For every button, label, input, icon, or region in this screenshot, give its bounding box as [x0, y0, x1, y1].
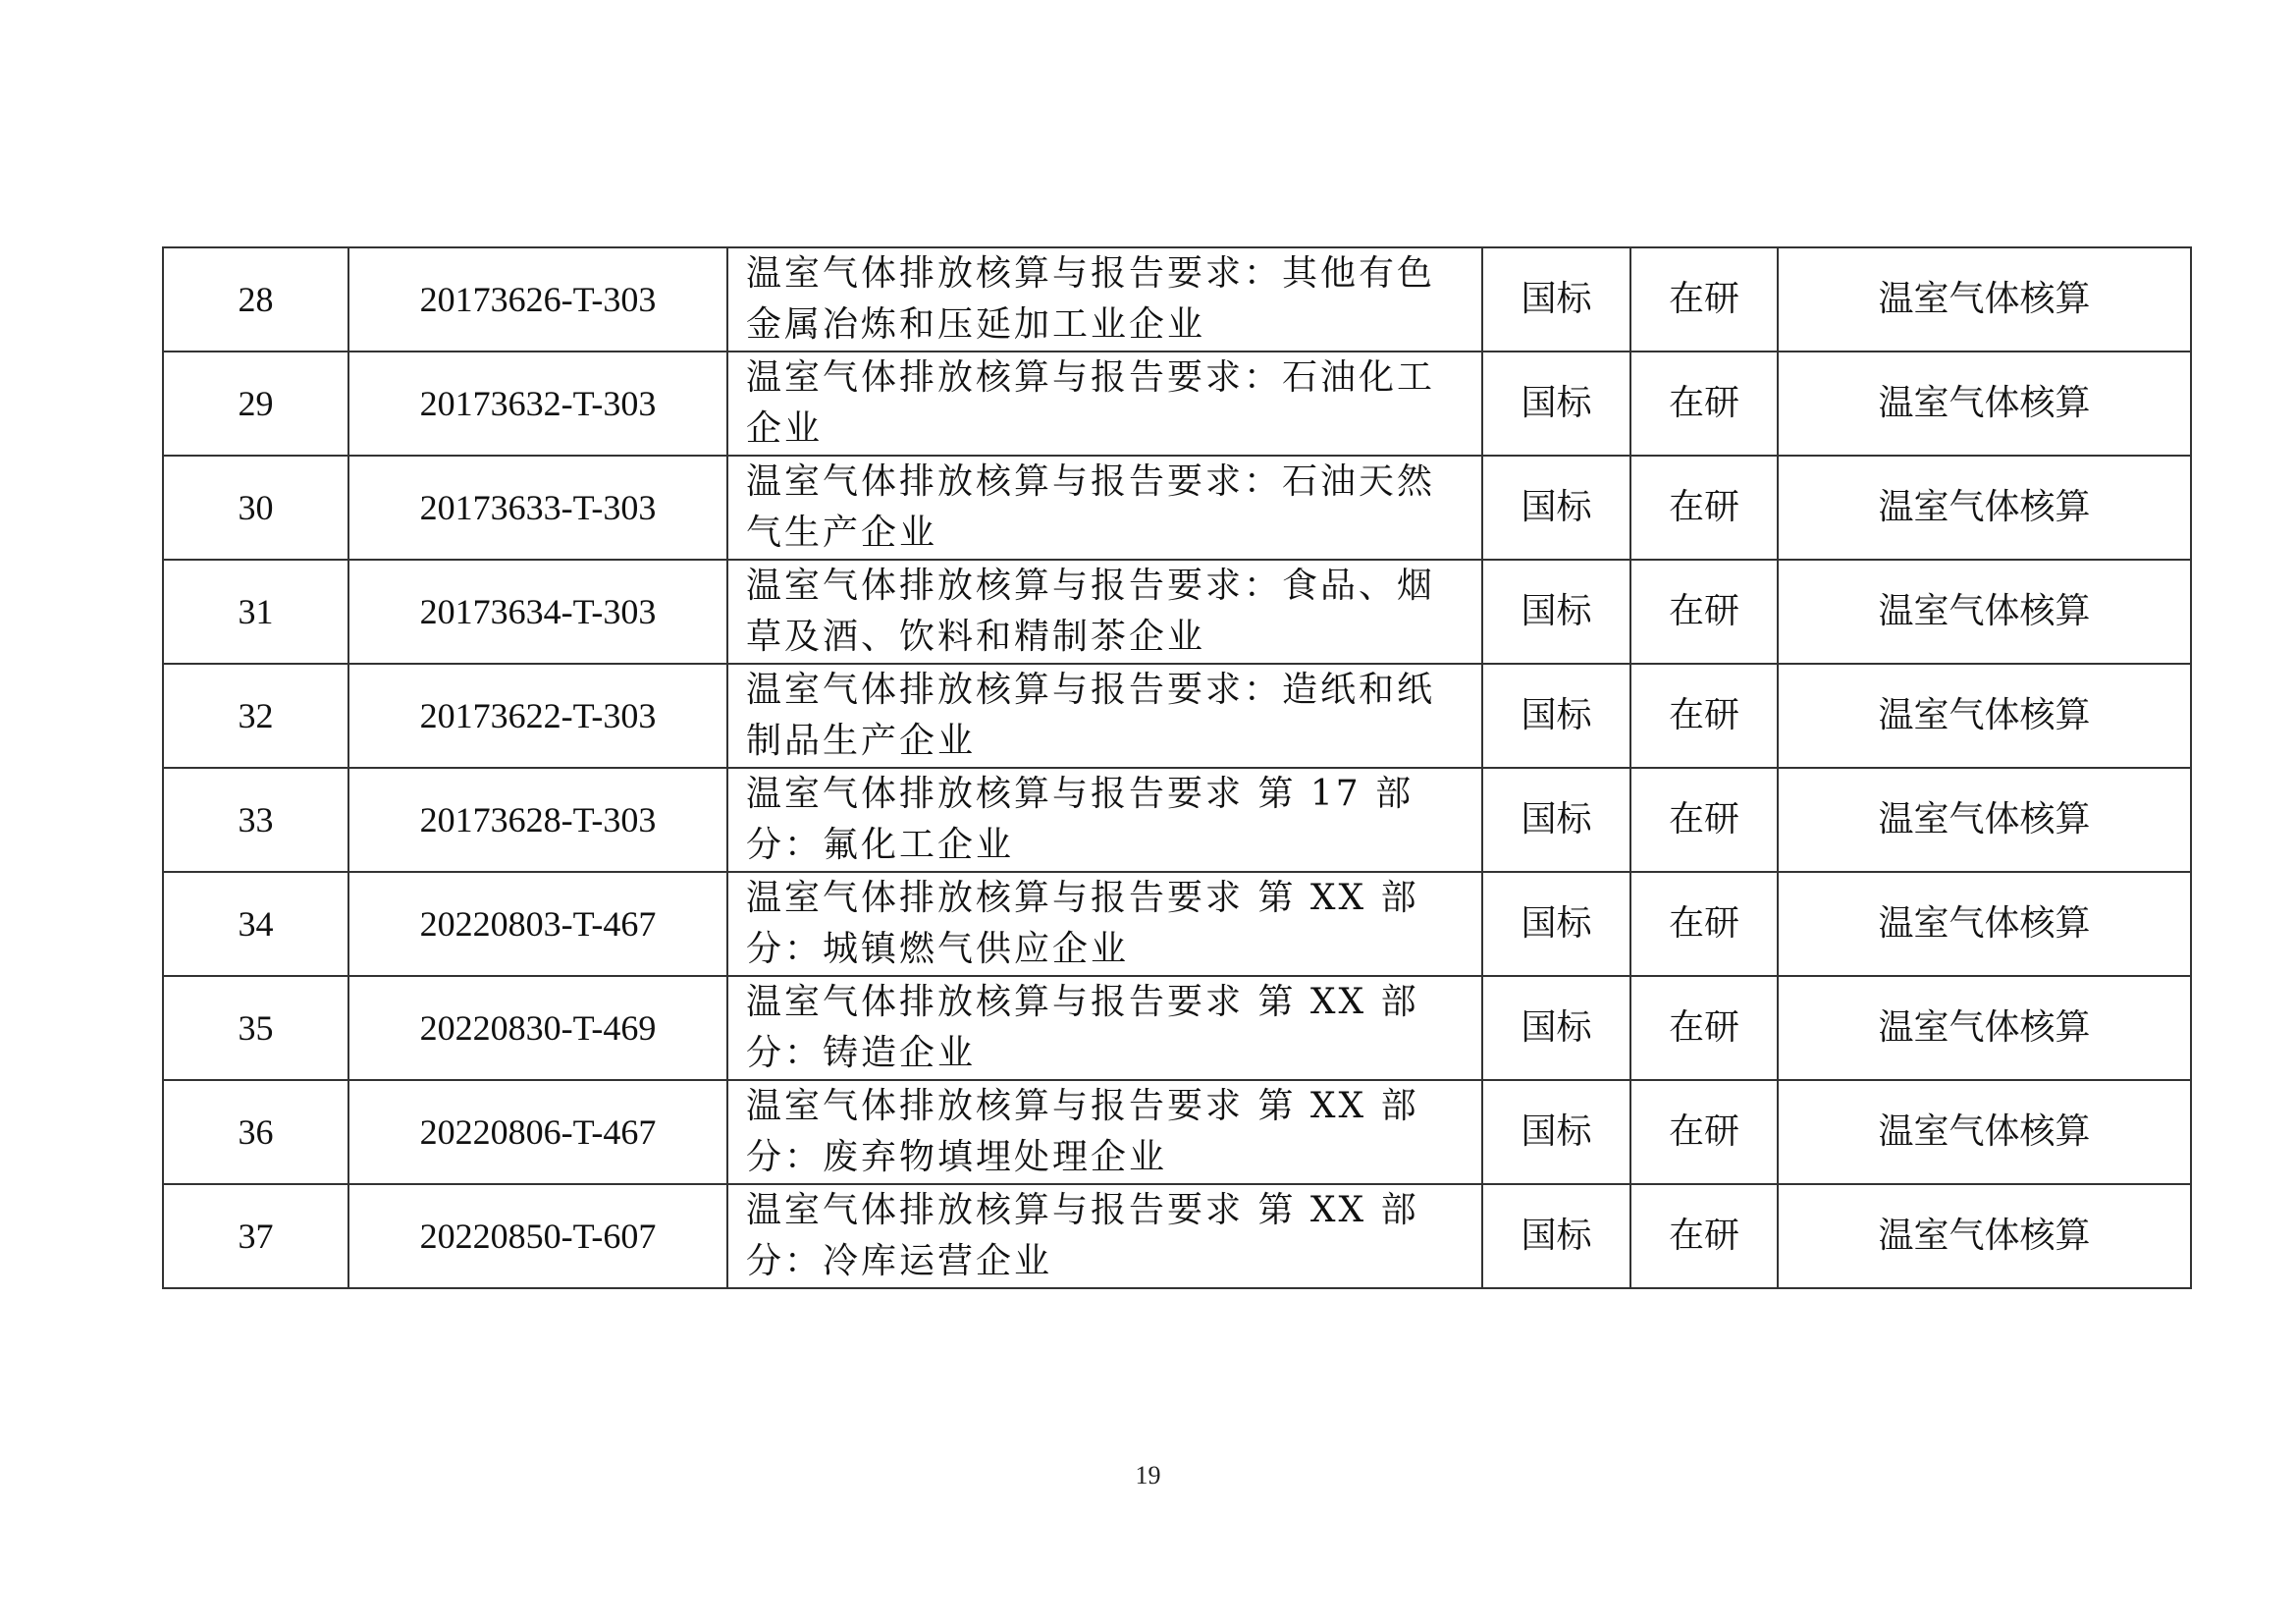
standard-type: 国标	[1482, 976, 1630, 1080]
row-number: 37	[163, 1184, 348, 1288]
row-number: 33	[163, 768, 348, 872]
standard-type: 国标	[1482, 456, 1630, 560]
page-number: 19	[1135, 1461, 1161, 1489]
standard-category: 温室气体核算	[1778, 872, 2191, 976]
row-number: 30	[163, 456, 348, 560]
standards-table-body	[163, 247, 2191, 1288]
standard-title: 温室气体排放核算与报告要求 第 17 部分：氟化工企业	[727, 768, 1482, 872]
standard-type: 国标	[1482, 1184, 1630, 1288]
row-number: 34	[163, 872, 348, 976]
standard-status: 在研	[1630, 247, 1778, 352]
standard-category: 温室气体核算	[1778, 664, 2191, 768]
standard-type: 国标	[1482, 247, 1630, 352]
standard-type: 国标	[1482, 560, 1630, 664]
table-row	[163, 456, 2191, 560]
plan-code: 20173633-T-303	[348, 456, 727, 560]
table-row	[163, 872, 2191, 976]
row-number: 36	[163, 1080, 348, 1184]
plan-code: 20220850-T-607	[348, 1184, 727, 1288]
standard-category: 温室气体核算	[1778, 247, 2191, 352]
standard-status: 在研	[1630, 560, 1778, 664]
standard-title: 温室气体排放核算与报告要求：其他有色金属冶炼和压延加工业企业	[727, 247, 1482, 352]
standard-status: 在研	[1630, 768, 1778, 872]
standard-category: 温室气体核算	[1778, 1184, 2191, 1288]
standard-title: 温室气体排放核算与报告要求 第 XX 部分：城镇燃气供应企业	[727, 872, 1482, 976]
standard-title: 温室气体排放核算与报告要求：石油化工企业	[727, 352, 1482, 456]
standard-title: 温室气体排放核算与报告要求 第 XX 部分：冷库运营企业	[727, 1184, 1482, 1288]
plan-code: 20220806-T-467	[348, 1080, 727, 1184]
row-number: 29	[163, 352, 348, 456]
standard-status: 在研	[1630, 976, 1778, 1080]
standard-status: 在研	[1630, 352, 1778, 456]
table-row	[163, 976, 2191, 1080]
standard-category: 温室气体核算	[1778, 768, 2191, 872]
standard-status: 在研	[1630, 664, 1778, 768]
row-number: 32	[163, 664, 348, 768]
table-row	[163, 768, 2191, 872]
row-number: 28	[163, 247, 348, 352]
standard-type: 国标	[1482, 1080, 1630, 1184]
table-row	[163, 1184, 2191, 1288]
standard-status: 在研	[1630, 1184, 1778, 1288]
standard-status: 在研	[1630, 456, 1778, 560]
standard-title: 温室气体排放核算与报告要求 第 XX 部分：废弃物填埋处理企业	[727, 1080, 1482, 1184]
standard-category: 温室气体核算	[1778, 456, 2191, 560]
standard-type: 国标	[1482, 664, 1630, 768]
standard-title: 温室气体排放核算与报告要求：造纸和纸制品生产企业	[727, 664, 1482, 768]
table-row	[163, 664, 2191, 768]
row-number: 31	[163, 560, 348, 664]
standard-title: 温室气体排放核算与报告要求：石油天然气生产企业	[727, 456, 1482, 560]
standard-category: 温室气体核算	[1778, 560, 2191, 664]
standard-category: 温室气体核算	[1778, 352, 2191, 456]
standard-category: 温室气体核算	[1778, 976, 2191, 1080]
plan-code: 20173628-T-303	[348, 768, 727, 872]
table-row	[163, 560, 2191, 664]
standard-category: 温室气体核算	[1778, 1080, 2191, 1184]
table-row	[163, 352, 2191, 456]
plan-code: 20220803-T-467	[348, 872, 727, 976]
standard-type: 国标	[1482, 352, 1630, 456]
plan-code: 20173632-T-303	[348, 352, 727, 456]
standard-type: 国标	[1482, 768, 1630, 872]
plan-code: 20173622-T-303	[348, 664, 727, 768]
standard-title: 温室气体排放核算与报告要求 第 XX 部分：铸造企业	[727, 976, 1482, 1080]
standard-status: 在研	[1630, 872, 1778, 976]
table-row	[163, 1080, 2191, 1184]
standards-table	[162, 246, 2192, 1289]
plan-code: 20220830-T-469	[348, 976, 727, 1080]
standard-title: 温室气体排放核算与报告要求：食品、烟草及酒、饮料和精制茶企业	[727, 560, 1482, 664]
table-row	[163, 247, 2191, 352]
standard-status: 在研	[1630, 1080, 1778, 1184]
plan-code: 20173634-T-303	[348, 560, 727, 664]
standard-type: 国标	[1482, 872, 1630, 976]
row-number: 35	[163, 976, 348, 1080]
plan-code: 20173626-T-303	[348, 247, 727, 352]
